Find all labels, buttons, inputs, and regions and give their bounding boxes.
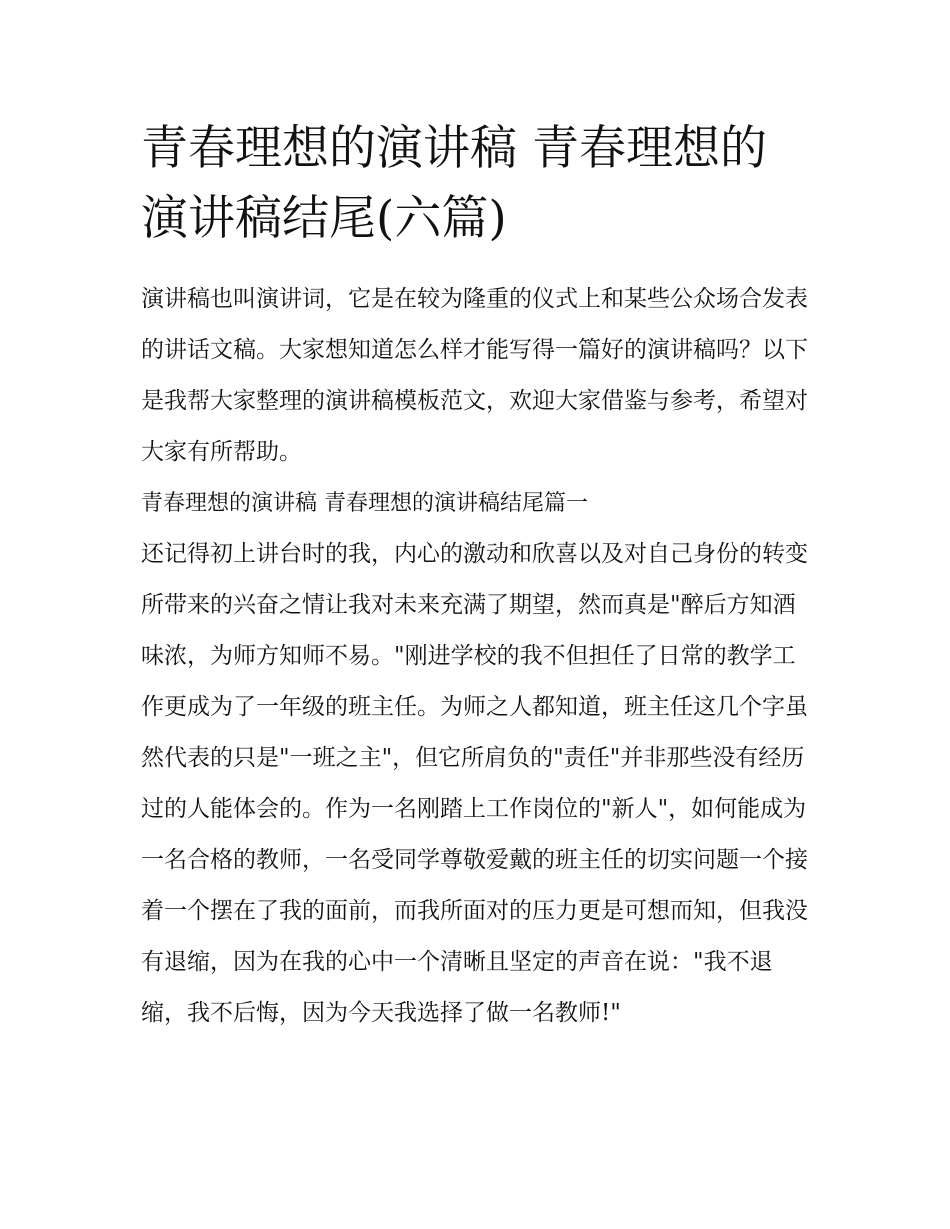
section-body-paragraph: 还记得初上讲台时的我，内心的激动和欣喜以及对自己身份的转变所带来的兴奋之情让我对未来充满了期望，然而真是"醉后方知酒味浓，为师方知师不易。"刚进学校的我不但担任了日常的教学工作更成为了一年级的班主任。为师之人都知道，班主任这几个字虽然代表的只是"一班之主"，但它所肩负的"责任"并非那些没有经历过的人能体会的。作为一名刚踏上工作岗位的"新人"，如何能成为一名合格的教师，一名受同学尊敬爱戴的班主任的切实问题一个接着一个摆在了我的面前，而我所面对的压力更是可想而知，但我没有退缩，因为在我的心中一个清晰且坚定的声音在说："我不退缩，我不后悔，因为今天我选择了做一名教师!" [141,541,808,1026]
document-title: 青春理想的演讲稿 青春理想的演讲稿结尾(六篇) [141,121,767,246]
intro-paragraph: 演讲稿也叫演讲词，它是在较为隆重的仪式上和某些公众场合发表的讲话文稿。大家想知道怎么样才能写得一篇好的演讲稿吗？以下是我帮大家整理的演讲稿模板范文，欢迎大家借鉴与参考，希望对大家有所帮助。 [141,286,808,465]
section-heading: 青春理想的演讲稿 青春理想的演讲稿结尾篇一 [141,491,588,516]
document-content [141,114,813,1039]
